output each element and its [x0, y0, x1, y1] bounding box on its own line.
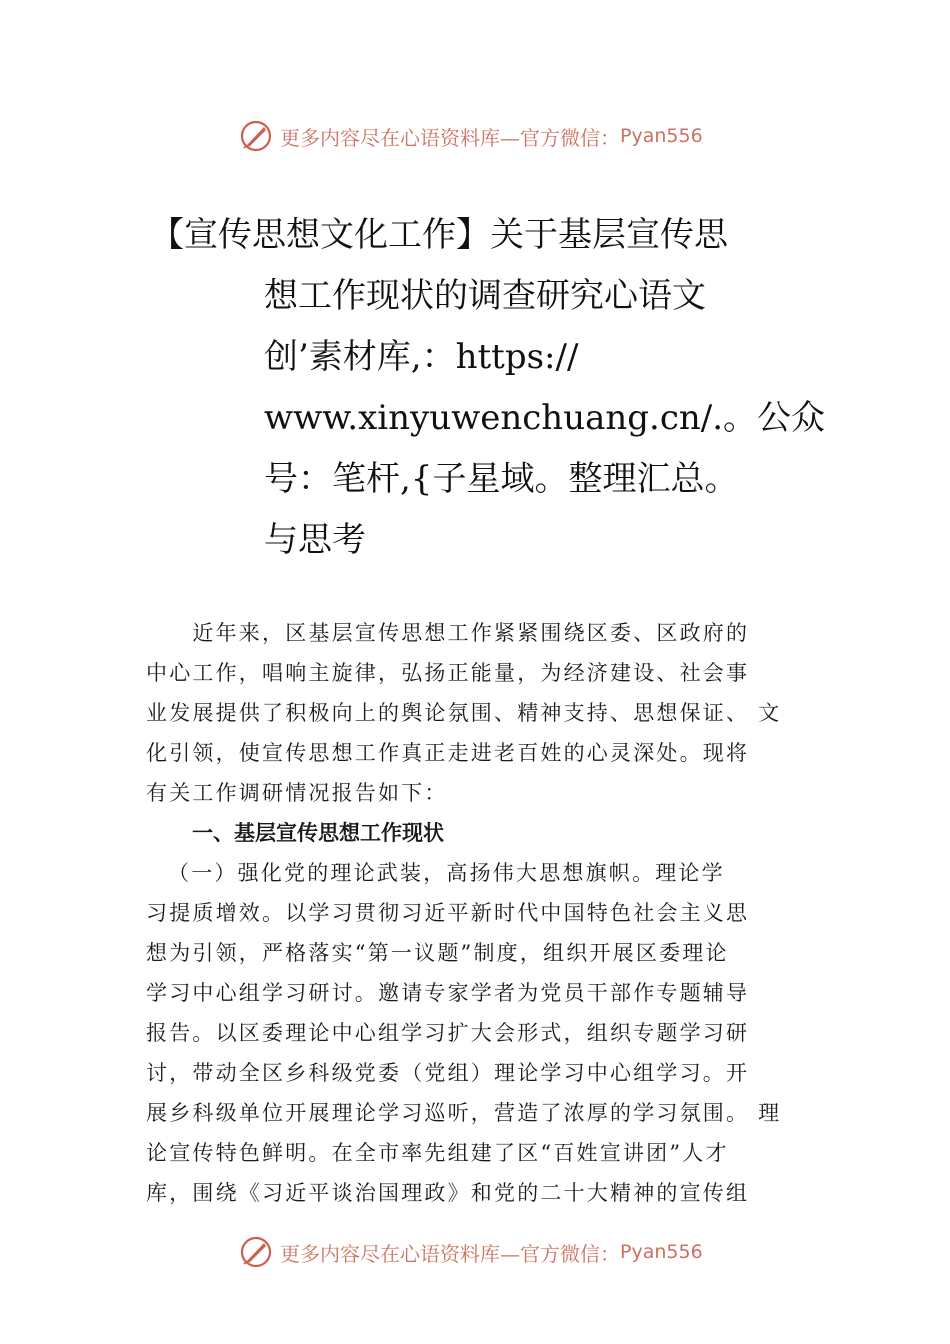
section-heading: 一、基层宣传思想工作现状 — [192, 821, 444, 845]
watermark-footer — [238, 1232, 703, 1272]
title-line: 号：笔杆,{子星域。整理汇总。 — [264, 459, 739, 499]
paragraph-line: 中心工作，唱响主旋律，弘扬正能量，为经济建设、社会事 — [146, 661, 750, 685]
section-line: 讨，带动全区乡科级党委（党组）理论学习中心组学习。开 — [146, 1061, 750, 1085]
title-line: 与思考 — [264, 520, 366, 560]
title-line: 创’素材库,：https:// — [264, 337, 579, 377]
paragraph-line: 业发展提供了积极向上的舆论氛围、精神支持、思想保证、 文 — [146, 701, 782, 725]
section-line: 展乡科级单位开展理论学习巡听，营造了浓厚的学习氛围。 理 — [146, 1101, 782, 1125]
watermark-wechat-id: Pyan556 — [620, 1241, 703, 1263]
document-title — [150, 205, 826, 571]
document-body — [146, 613, 814, 1213]
watermark-header — [238, 116, 703, 156]
section-line: 想为引领，严格落实“第一议题”制度，组织开展区委理论 — [146, 941, 729, 965]
watermark-text: 更多内容尽在心语资料库—官方微信： — [280, 1241, 620, 1266]
title-line: 想工作现状的调查研究心语文 — [264, 276, 706, 316]
quill-logo-icon — [238, 118, 274, 154]
paragraph-line: 化引领，使宣传思想工作真正走进老百姓的心灵深处。现将 — [146, 741, 750, 765]
section-line: 论宣传特色鲜明。在全市率先组建了区“百姓宣讲团”人才 — [146, 1141, 729, 1165]
watermark-wechat-id: Pyan556 — [620, 125, 703, 147]
section-line: 学习中心组学习研讨。邀请专家学者为党员干部作专题辅导 — [146, 981, 750, 1005]
section-line: 库，围绕《习近平谈治国理政》和党的二十大精神的宣传组 — [146, 1181, 750, 1205]
section-line: （一）强化党的理论武装，高扬伟大思想旗帜。理论学 — [168, 861, 725, 885]
title-line: www.xinyuwenchuang.cn/.。公众 — [264, 398, 826, 438]
watermark-text: 更多内容尽在心语资料库—官方微信： — [280, 125, 620, 150]
section-line: 报告。以区委理论中心组学习扩大会形式，组织专题学习研 — [146, 1021, 750, 1045]
section-line: 习提质增效。以学习贯彻习近平新时代中国特色社会主义思 — [146, 901, 750, 925]
title-line: 【宣传思想文化工作】关于基层宣传思 — [150, 215, 728, 255]
paragraph-line: 近年来，区基层宣传思想工作紧紧围绕区委、区政府的 — [146, 621, 750, 645]
quill-logo-icon — [238, 1234, 274, 1270]
paragraph-line: 有关工作调研情况报告如下： — [146, 781, 448, 805]
